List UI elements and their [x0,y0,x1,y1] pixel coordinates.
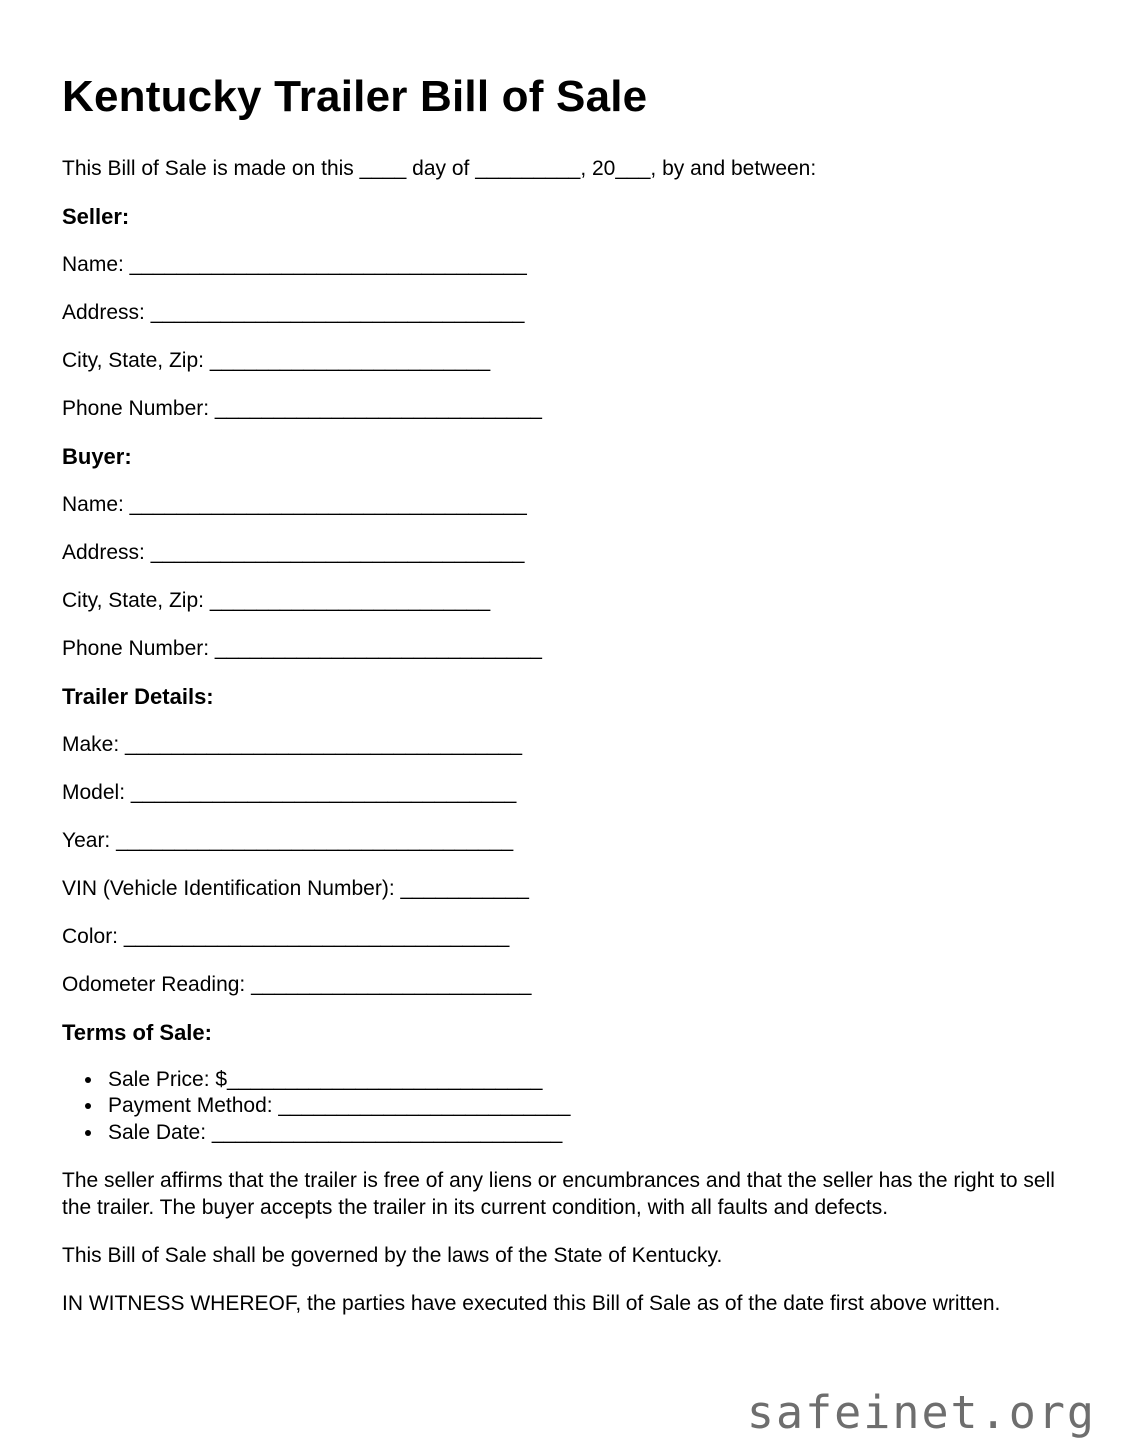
field-buyer-phone-number: Phone Number: ____________________________ [62,636,542,660]
field-trailer-vin: VIN (Vehicle Identification Number): ___________ [62,876,529,900]
term-sale-price: • Sale Price: $___________________________ [104,1067,1062,1094]
field-buyer-city-state-zip: City, State, Zip: ________________________ [62,588,491,612]
governing-law-paragraph: This Bill of Sale shall be governed by the laws of the State of Kentucky. [62,1244,723,1268]
field-seller-name: Name: __________________________________ [62,252,527,276]
term-sale-date: • Sale Date: ______________________________ [104,1120,1062,1147]
field-buyer-address: Address: ________________________________ [62,540,525,564]
section-heading-terms-of-sale: Terms of Sale: [62,1019,212,1045]
field-trailer-model: Model: _________________________________ [62,780,517,804]
field-trailer-color: Color: _________________________________ [62,924,510,948]
field-seller-phone-number: Phone Number: ____________________________ [62,396,542,420]
term-payment-method: • Payment Method: _________________________ [104,1093,1062,1120]
section-heading-buyer: Buyer: [62,443,132,469]
field-trailer-make: Make: __________________________________ [62,732,523,756]
page-title: Kentucky Trailer Bill of Sale [62,72,648,121]
field-seller-address: Address: ________________________________ [62,300,525,324]
terms-list [62,1067,1062,1147]
section-heading-seller: Seller: [62,203,130,229]
watermark-safeinet: safeinet.org [746,1386,1096,1439]
affirmation-paragraph: The seller affirms that the trailer is free of any liens or encumbrances and that the seller has the right to sell the trailer. The buyer accepts the trailer in its current condition, with all faults and defects. [62,1169,1055,1220]
field-buyer-name: Name: __________________________________ [62,492,527,516]
section-heading-trailer-details: Trailer Details: [62,683,214,709]
field-seller-city-state-zip: City, State, Zip: ________________________ [62,348,491,372]
field-trailer-odometer-reading: Odometer Reading: ________________________ [62,972,532,996]
witness-paragraph: IN WITNESS WHEREOF, the parties have executed this Bill of Sale as of the date first above written. [62,1292,1001,1316]
intro-line: This Bill of Sale is made on this ____ day of _________, 20___, by and between: [62,156,817,180]
field-trailer-year: Year: __________________________________ [62,828,514,852]
